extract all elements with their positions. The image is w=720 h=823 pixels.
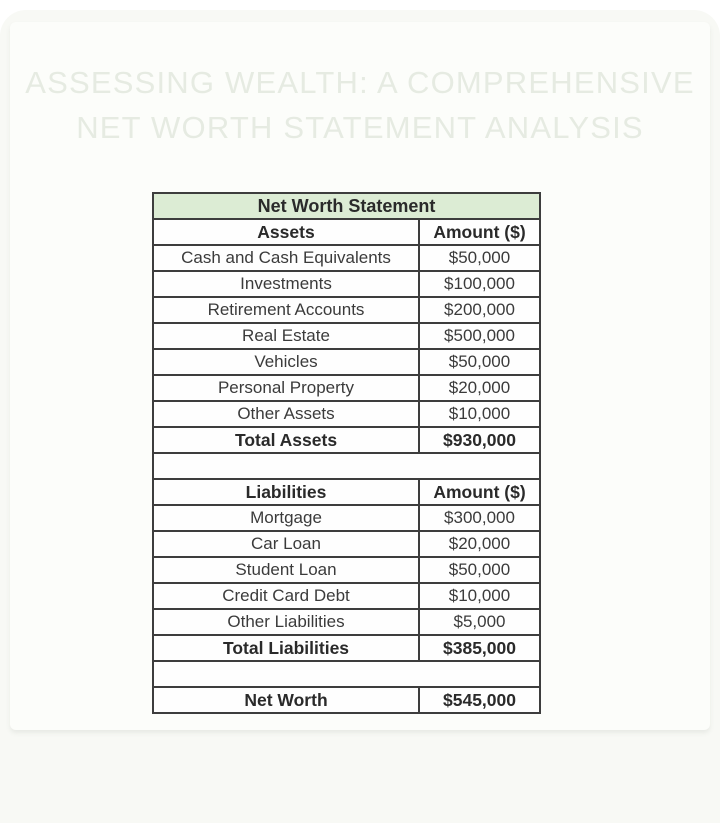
spacer-row: [153, 661, 540, 687]
total-label-cell: Total Assets: [153, 427, 419, 453]
ass-item-row: [153, 401, 540, 427]
table-title-cell: Net Worth Statement: [153, 193, 540, 219]
total-amount-cell: $385,000: [419, 635, 540, 661]
item-label-cell: Personal Property: [153, 375, 419, 401]
net-worth-table-body: [153, 193, 540, 713]
ass-item-row: [153, 271, 540, 297]
page-title: [0, 60, 720, 150]
table-title-row: [153, 193, 540, 219]
net-worth-label-cell: Net Worth: [153, 687, 419, 713]
item-amount-cell: $500,000: [419, 323, 540, 349]
item-label-cell: Other Liabilities: [153, 609, 419, 635]
liabilit-item-row: [153, 505, 540, 531]
item-label-cell: Credit Card Debt: [153, 583, 419, 609]
item-label-cell: Other Assets: [153, 401, 419, 427]
item-label-cell: Student Loan: [153, 557, 419, 583]
liabilities-header-amount-cell: Amount ($): [419, 479, 540, 505]
total-label-cell: Total Liabilities: [153, 635, 419, 661]
spacer-cell: [153, 453, 540, 479]
assets-header-amount-cell: Amount ($): [419, 219, 540, 245]
net-worth-row: [153, 687, 540, 713]
liabilit-item-row: [153, 531, 540, 557]
item-label-cell: Real Estate: [153, 323, 419, 349]
item-amount-cell: $50,000: [419, 245, 540, 271]
net-worth-amount-cell: $545,000: [419, 687, 540, 713]
item-amount-cell: $20,000: [419, 531, 540, 557]
item-label-cell: Retirement Accounts: [153, 297, 419, 323]
ass-item-row: [153, 375, 540, 401]
liabilit-item-row: [153, 583, 540, 609]
item-label-cell: Car Loan: [153, 531, 419, 557]
total-assets-row: [153, 427, 540, 453]
item-amount-cell: $200,000: [419, 297, 540, 323]
total-liabilities-row: [153, 635, 540, 661]
page-title-line-1: ASSESSING WEALTH: A COMPREHENSIVE: [25, 65, 695, 100]
liabilities-header-row: [153, 479, 540, 505]
item-label-cell: Investments: [153, 271, 419, 297]
liabilities-header-label-cell: Liabilities: [153, 479, 419, 505]
item-amount-cell: $10,000: [419, 583, 540, 609]
item-amount-cell: $10,000: [419, 401, 540, 427]
item-amount-cell: $100,000: [419, 271, 540, 297]
assets-header-row: [153, 219, 540, 245]
ass-item-row: [153, 245, 540, 271]
liabilit-item-row: [153, 609, 540, 635]
net-worth-table: [152, 192, 541, 714]
item-amount-cell: $50,000: [419, 349, 540, 375]
item-amount-cell: $20,000: [419, 375, 540, 401]
spacer-cell: [153, 661, 540, 687]
ass-item-row: [153, 297, 540, 323]
assets-header-label-cell: Assets: [153, 219, 419, 245]
item-label-cell: Vehicles: [153, 349, 419, 375]
ass-item-row: [153, 349, 540, 375]
item-amount-cell: $50,000: [419, 557, 540, 583]
item-label-cell: Cash and Cash Equivalents: [153, 245, 419, 271]
page-title-line-2: NET WORTH STATEMENT ANALYSIS: [76, 110, 644, 145]
item-label-cell: Mortgage: [153, 505, 419, 531]
item-amount-cell: $300,000: [419, 505, 540, 531]
ass-item-row: [153, 323, 540, 349]
spacer-row: [153, 453, 540, 479]
liabilit-item-row: [153, 557, 540, 583]
total-amount-cell: $930,000: [419, 427, 540, 453]
item-amount-cell: $5,000: [419, 609, 540, 635]
